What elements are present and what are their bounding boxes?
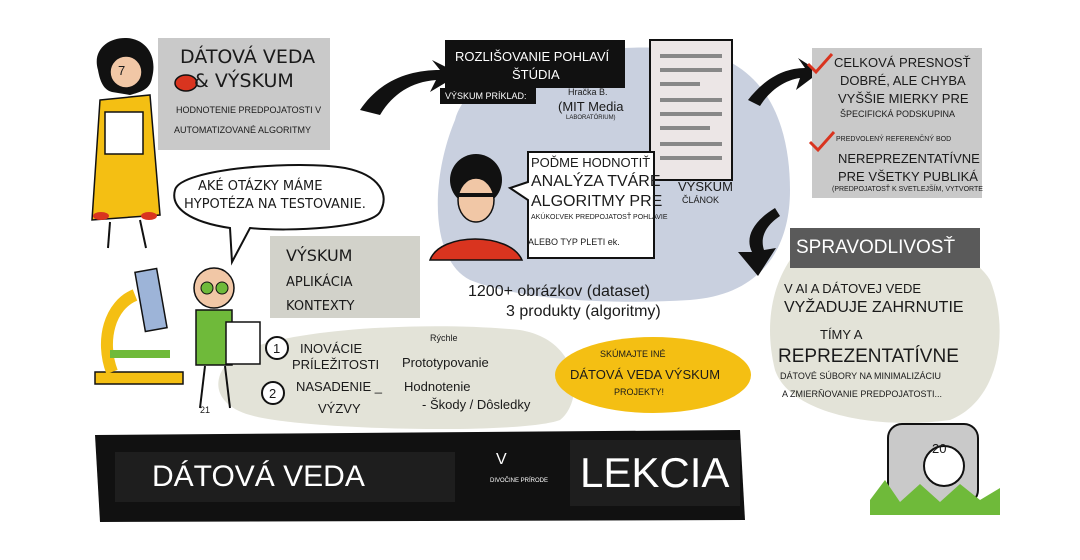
step-1-label2: PRÍLEŽITOSTI xyxy=(292,357,380,372)
fairness-line5: DÁTOVÉ SÚBORY NA MINIMALIZÁCIU xyxy=(780,371,942,381)
eval-small: AKÚKOĽVEK PREDPOJATOSŤ POHLAVIE xyxy=(531,214,668,221)
step-2-label1: NASADENIE _ xyxy=(296,379,382,394)
banner-mid-v: V xyxy=(496,451,507,468)
title-heading-line1: DÁTOVÁ VEDA xyxy=(180,46,316,68)
banner-right-title: LEKCIA xyxy=(580,449,730,496)
explore-line3: PROJEKTY! xyxy=(614,387,665,397)
accuracy-line8: (PREDPOJATOSŤ K SVETLEJŠÍM, VYTVORTE xyxy=(832,186,983,193)
accuracy-line6: NEREPREZENTATÍVNE xyxy=(838,151,980,166)
fairness-line1: V AI A DÁTOVEJ VEDE xyxy=(784,281,922,296)
eval-line2: ANALÝZA TVÁRE xyxy=(531,173,661,190)
research-line3: KONTEXTY xyxy=(286,299,355,314)
eval-line4: ALEBO TYP PLETI ek. xyxy=(528,237,620,247)
study-products: 3 produkty (algoritmy) xyxy=(506,303,661,320)
accuracy-line2: DOBRÉ, ALE CHYBA xyxy=(840,73,966,88)
study-heading-line1: ROZLIŠOVANIE POHLAVÍ xyxy=(455,49,610,64)
study-org-small: LABORATÓRIUM) xyxy=(566,115,616,121)
banner-mid-small: DIVOČINE PRÍRODE xyxy=(490,478,549,484)
step-1-note2: Prototypovanie xyxy=(402,355,489,370)
title-sub-line2: AUTOMATIZOVANÉ ALGORITMY xyxy=(174,125,312,135)
eval-line1: POĎME HODNOTIŤ xyxy=(531,155,651,170)
question-line1: AKÉ OTÁZKY MÁME xyxy=(198,179,323,194)
step-1-number: 1 xyxy=(273,341,281,356)
laptop-number: 20 xyxy=(932,441,947,456)
step-2-number: 2 xyxy=(269,386,277,401)
title-sub-line1: HODNOTENIE PREDPOJATOSTI V xyxy=(176,105,322,115)
step-2-note2: - Škody / Dôsledky xyxy=(422,397,531,412)
title-heading-line2: & VÝSKUM xyxy=(194,70,294,92)
accuracy-line3: VYŠŠIE MIERKY PRE xyxy=(838,91,969,106)
study-heading-line2: ŠTÚDIA xyxy=(512,67,560,82)
fairness-line3: TÍMY A xyxy=(820,327,863,342)
study-org: (MIT Media xyxy=(558,99,624,114)
step-1-note1: Rýchle xyxy=(430,333,458,343)
research-line2: APLIKÁCIA xyxy=(286,275,353,290)
title-badge-number: 7 xyxy=(118,63,126,78)
eval-line3: ALGORITMY PRE xyxy=(531,193,663,210)
paper-sub-label: ČLÁNOK xyxy=(682,195,720,205)
accuracy-line4: ŠPECIFICKÁ PODSKUPINA xyxy=(840,109,956,119)
accuracy-line5: PREDVOLENÝ REFERENČNÝ BOD xyxy=(836,136,952,143)
explore-line1: SKÚMAJTE INÉ xyxy=(600,349,666,359)
laptop-20-icon xyxy=(870,424,1000,515)
banner-left-title: DÁTOVÁ VEDA xyxy=(152,460,365,493)
explore-line2: DÁTOVÁ VEDA VÝSKUM xyxy=(570,367,721,382)
study-author: Hračka B. xyxy=(568,87,608,97)
research-line1: VÝSKUM xyxy=(286,246,353,265)
fairness-line4: REPREZENTATÍVNE xyxy=(778,346,959,367)
paper-document-icon xyxy=(650,40,732,180)
step-2-label2: VÝZVY xyxy=(318,401,361,416)
fairness-line6: A ZMIERŇOVANIE PREDPOJATOSTI... xyxy=(782,389,943,399)
microscope-icon xyxy=(95,269,183,384)
accuracy-line1: CELKOVÁ PRESNOSŤ xyxy=(834,55,971,70)
question-line2: HYPOTÉZA NA TESTOVANIE. xyxy=(184,197,366,212)
paper-label: VÝSKUM xyxy=(678,179,733,194)
fairness-title: SPRAVODLIVOSŤ xyxy=(796,237,956,258)
fairness-line2: VYŽADUJE ZAHRNUTIE xyxy=(784,299,964,316)
figure-21-number: 21 xyxy=(200,405,211,415)
accuracy-line7: PRE VŠETKY PUBLIKÁ xyxy=(838,169,978,184)
step-2-note1: Hodnotenie xyxy=(404,379,471,394)
step-1-label1: INOVÁCIE xyxy=(300,341,363,356)
study-example-label: VÝSKUM PRÍKLAD: xyxy=(445,91,527,101)
study-dataset: 1200+ obrázkov (dataset) xyxy=(468,283,650,300)
